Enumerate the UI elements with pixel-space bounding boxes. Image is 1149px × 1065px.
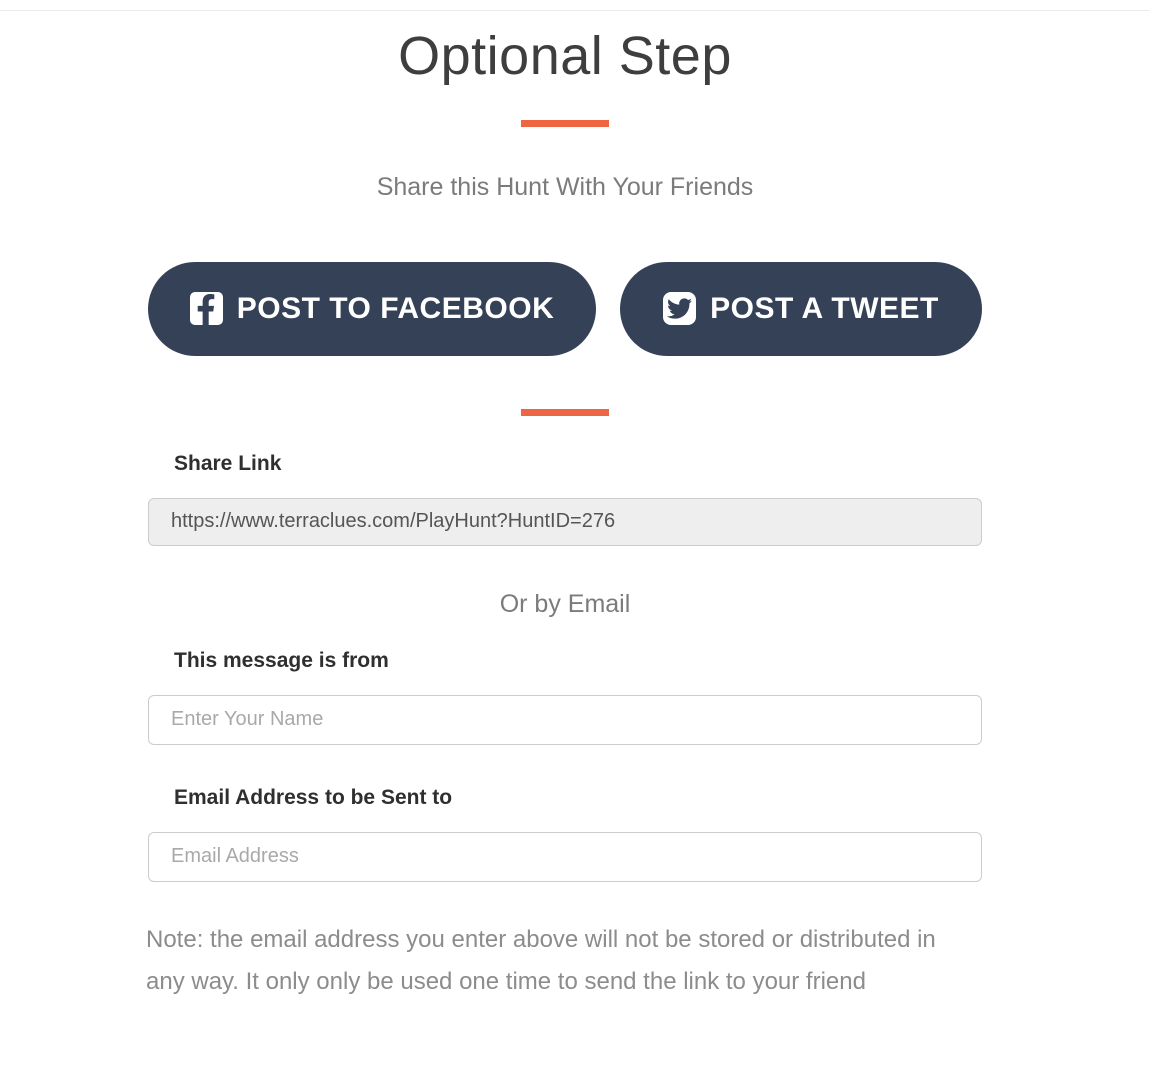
accent-divider-bottom xyxy=(521,409,609,416)
email-address-label: Email Address to be Sent to xyxy=(174,785,453,809)
message-from-label: This message is from xyxy=(174,648,389,672)
accent-divider-top xyxy=(521,120,609,127)
post-a-tweet-button[interactable] xyxy=(620,262,982,356)
or-by-email-heading: Or by Email xyxy=(499,589,631,618)
tweet-button-label: POST A TWEET xyxy=(710,291,939,325)
share-link-input[interactable] xyxy=(148,498,982,546)
page-title: Optional Step xyxy=(398,26,732,86)
social-buttons-row xyxy=(148,262,982,356)
facebook-button-label: POST TO FACEBOOK xyxy=(236,291,555,325)
sender-name-input[interactable] xyxy=(148,695,982,745)
twitter-icon xyxy=(663,292,696,325)
post-to-facebook-button[interactable] xyxy=(148,262,596,356)
content-column xyxy=(148,10,982,1003)
facebook-icon xyxy=(190,292,223,325)
recipient-email-input[interactable] xyxy=(148,832,982,882)
share-link-label: Share Link xyxy=(174,451,282,475)
subtitle: Share this Hunt With Your Friends xyxy=(376,172,754,201)
privacy-note-text: Note: the email address you enter above will not be stored or distributed in any way. It only only be used one time to send the link to your friend xyxy=(146,925,936,995)
